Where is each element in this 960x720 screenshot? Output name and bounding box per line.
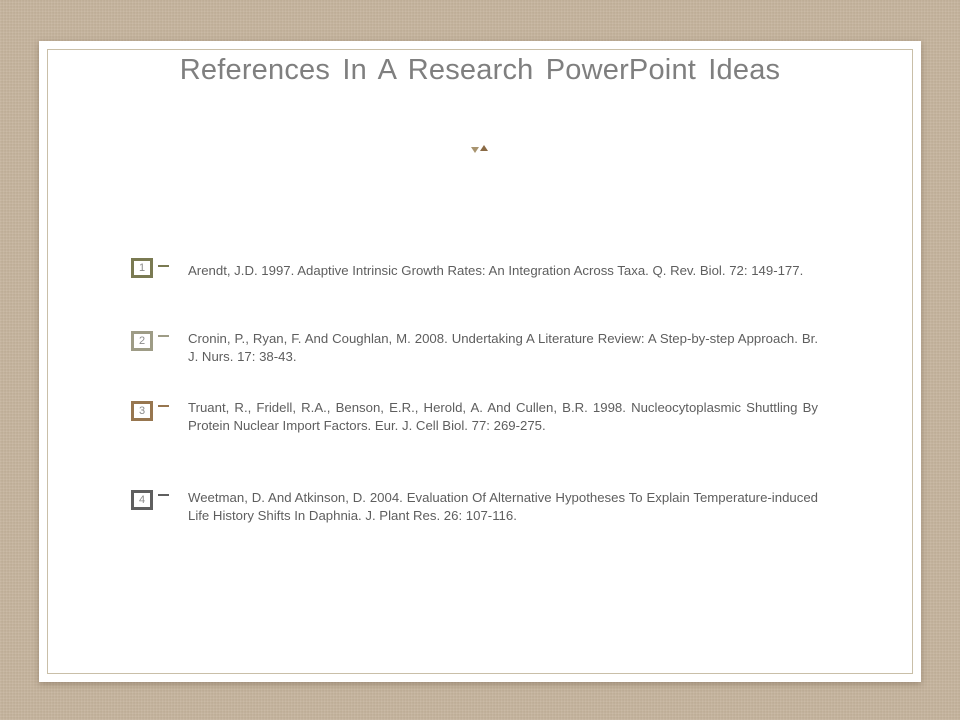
reference-connector-line <box>158 494 169 496</box>
slide <box>39 41 921 682</box>
reference-number-badge: 2 <box>131 331 153 351</box>
reference-number-badge: 4 <box>131 490 153 510</box>
reference-text: Weetman, D. And Atkinson, D. 2004. Evaluation Of Alternative Hypotheses To Explain Temperature-induced Life History Shifts In Daphnia. J. Plant Res. 26: 107-116. <box>188 490 818 523</box>
reference-connector-line <box>158 265 169 267</box>
reference-number-badge: 3 <box>131 401 153 421</box>
reference-text: Truant, R., Fridell, R.A., Benson, E.R., Herold, A. And Cullen, B.R. 1998. Nucleocytoplasmic Shuttling By Protein Nuclear Import Factors. Eur. J. Cell Biol. 77: 269-275. <box>188 400 818 433</box>
slide-title: References In A Research PowerPoint Ideas <box>179 54 781 86</box>
reference-connector-line <box>158 405 169 407</box>
reference-number-badge: 1 <box>131 258 153 278</box>
reference-connector-line <box>158 335 169 337</box>
reference-text: Arendt, J.D. 1997. Adaptive Intrinsic Growth Rates: An Integration Across Taxa. Q. Rev. Biol. 72: 149-177. <box>188 263 804 278</box>
reference-text: Cronin, P., Ryan, F. And Coughlan, M. 2008. Undertaking A Literature Review: A Step-by-step Approach. Br. J. Nurs. 17: 38-43. <box>188 331 818 364</box>
triangle-ornament-icon <box>470 144 490 156</box>
